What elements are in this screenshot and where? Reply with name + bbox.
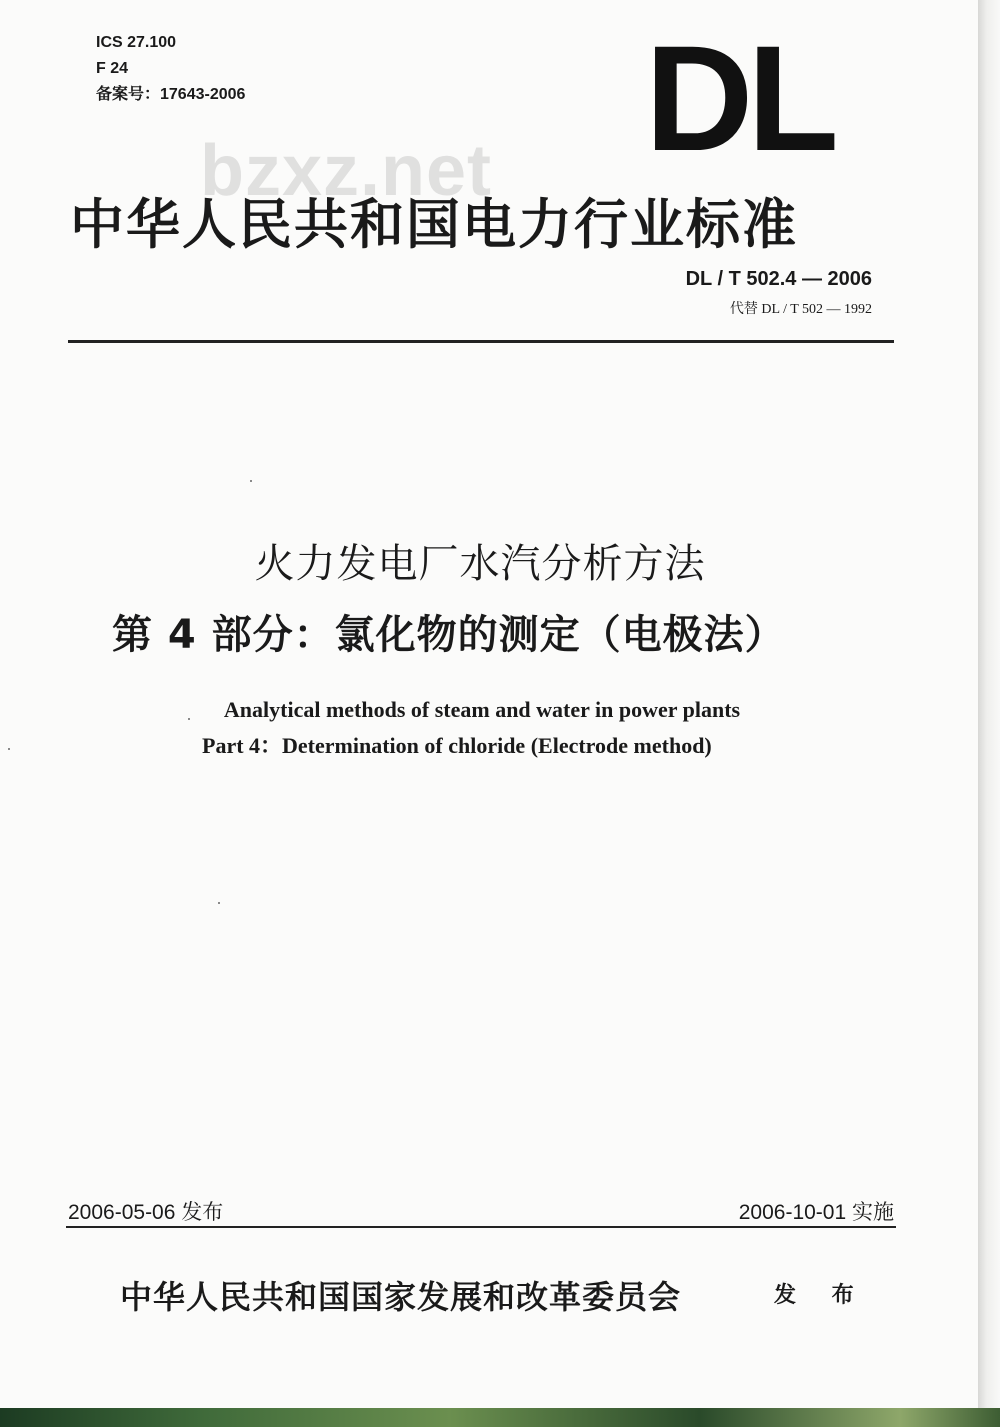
title-cn-line1: 火力发电厂水汽分析方法 [254,541,706,587]
scan-speck [250,480,252,482]
issue-date: 2006-05-06 发布 [68,1201,224,1224]
class-code: F 24 [96,60,129,77]
watermark: bzxz.net [200,131,493,211]
title-en-line1: Analytical methods of steam and water in power plants [223,697,741,722]
scan-speck [188,718,190,720]
replaced-standard: 代替 DL / T 502 — 1992 [729,302,872,317]
ics-code: ICS 27.100 [96,34,177,51]
scan-speck [8,748,10,750]
scan-speck [218,902,220,904]
page-edge-shadow [978,0,1000,1410]
footer-divider [66,1226,896,1228]
dl-logo: DL [645,14,833,182]
record-number: 备案号：17643-2006 [96,86,246,103]
header-divider [68,340,894,343]
background-strip [0,1408,1000,1427]
title-cn-line2: 第 4 部分：氯化物的测定（电极法） [112,612,786,658]
publisher-name: 中华人民共和国国家发展和改革委员会 [120,1278,682,1316]
classification-block [96,30,245,108]
title-en-line2: Part 4：Determination of chloride (Electrode method) [202,733,712,758]
implementation-date: 2006-10-01 实施 [738,1201,894,1224]
publish-label: 发 布 [774,1282,868,1308]
standard-number: DL / T 502.4 — 2006 [685,268,872,290]
industry-standard-title: 中华人民共和国电力行业标准 [70,192,798,256]
